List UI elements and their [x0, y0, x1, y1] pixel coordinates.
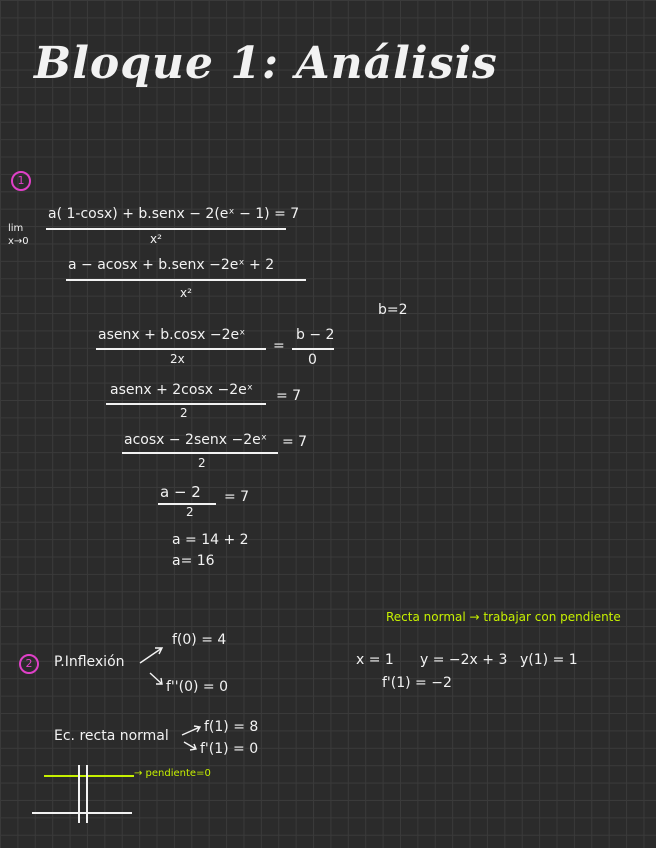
fraction-3-right-numerator: b − 2 [296, 327, 335, 343]
fraction-5-numerator: acosx − 2senx −2eˣ [124, 432, 267, 448]
x-equation: x = 1 [356, 652, 394, 668]
fraction-5-equals: = 7 [282, 434, 308, 450]
f-second-of-0: f''(0) = 0 [166, 679, 228, 695]
fraction-6-numerator: a − 2 [160, 483, 201, 501]
fraction-1-numerator: a( 1-cosx) + b.senx − 2(eˣ − 1) = 7 [48, 206, 300, 222]
b-value: b=2 [378, 302, 408, 318]
y-of-1: y(1) = 1 [520, 652, 578, 668]
inflexion-label: P.Inflexión [54, 654, 125, 670]
page-title: Bloque 1: Análisis [34, 38, 498, 89]
fraction-6-equals: = 7 [224, 489, 250, 505]
fraction-6-denominator: 2 [186, 505, 194, 519]
y-equation: y = −2x + 3 [420, 652, 508, 668]
fraction-4-equals: = 7 [276, 388, 302, 404]
arrow-to-fp1 [184, 742, 196, 750]
exercise-2-marker: 2 [19, 654, 39, 674]
arrow-to-f2-0 [150, 673, 162, 684]
fraction-4-denominator: 2 [180, 406, 188, 420]
fraction-3-equals: = [273, 338, 285, 354]
pendiente-note: → pendiente=0 [134, 768, 211, 779]
fraction-1-denominator: x² [150, 232, 162, 246]
limit-label-bottom: x→0 [8, 236, 29, 247]
a-step-1: a = 14 + 2 [172, 532, 249, 548]
fraction-3-numerator: asenx + b.cosx −2eˣ [98, 327, 246, 343]
a-result: a= 16 [172, 553, 215, 569]
arrow-to-f0 [140, 648, 162, 663]
fraction-5-denominator: 2 [198, 456, 206, 470]
fraction-2-denominator: x² [180, 286, 192, 300]
f-of-0: f(0) = 4 [172, 632, 227, 648]
green-note: Recta normal → trabajar con pendiente [386, 610, 621, 624]
f-of-1: f(1) = 8 [204, 719, 259, 735]
f-prime-of-1: f'(1) = 0 [200, 741, 259, 757]
f-prime-of-1-b: f'(1) = −2 [382, 675, 452, 691]
fraction-3-denominator: 2x [170, 352, 185, 366]
fraction-4-numerator: asenx + 2cosx −2eˣ [110, 382, 253, 398]
fraction-3-right-denominator: 0 [308, 352, 317, 368]
exercise-1-marker: 1 [11, 171, 31, 191]
limit-label-top: lim [8, 223, 24, 234]
arrow-to-f1 [182, 726, 200, 735]
recta-label: Ec. recta normal [54, 728, 169, 744]
fraction-2-numerator: a − acosx + b.senx −2eˣ + 2 [68, 257, 275, 273]
